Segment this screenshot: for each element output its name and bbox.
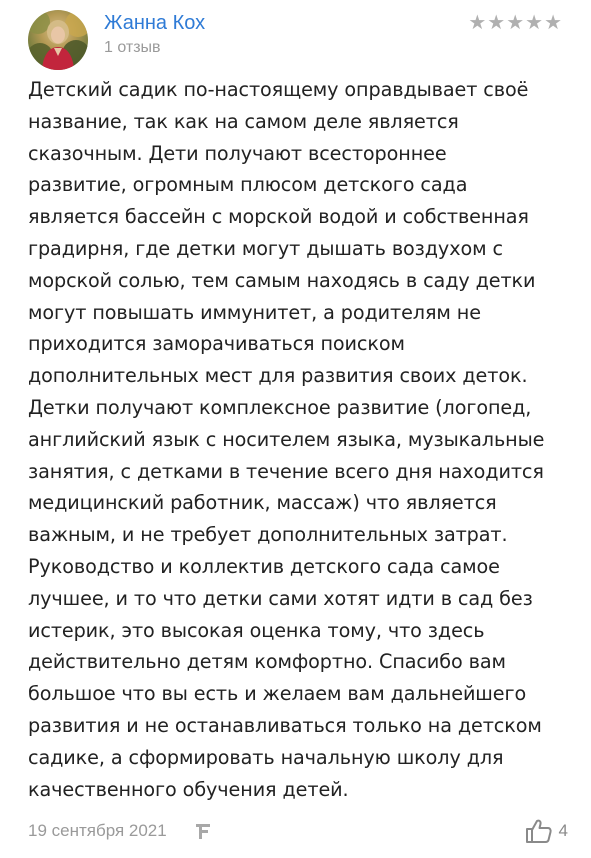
like-count: 4 <box>558 821 568 840</box>
star-icon: ★ <box>525 10 544 34</box>
review-footer <box>28 818 568 846</box>
source-logo-icon <box>194 821 212 841</box>
star-icon: ★ <box>487 10 506 34</box>
review-text: Детский садик по-настоящему оправдывает своё название, так как на самом деле является сказочным. Дети получают всестороннее развитие, огромным плюсом детского сада является бассейн с морской водой и собственная градирня, где детки могут дышать воздухом с морской солью, тем самым находясь в саду детки могут повышать иммунитет, а родителям не приходится заморачиваться поиском дополнительных мест для развития своих деток. Детки получают комплексное развитие (логопед, английский язык с носителем языка, музыкальные занятия, с детками в течение всего дня находится медицинский работник, массаж) что является важным, и не требует дополнительных затрат. Руководство и коллектив детского сада самое лучшее, и то что детки сами хотят идти в сад без истерик, это высокая оценка тому, что здесь действительно детям комфортно. Спасибо вам большое что вы есть и желаем вам дальнейшего развития и не останавливаться только на детском садике, а сформировать начальную школу для качественного обучения детей. <box>28 78 545 801</box>
author-name[interactable]: Жанна Кох <box>104 12 206 34</box>
avatar[interactable] <box>28 10 88 70</box>
author-reviews-count[interactable]: 1 отзыв <box>104 39 161 56</box>
star-icon: ★ <box>544 10 562 34</box>
review-header <box>28 10 568 70</box>
review-date: 19 сентября 2021 <box>28 821 167 840</box>
thumbs-up-icon <box>525 818 553 844</box>
rating-stars <box>468 10 562 34</box>
like-button[interactable] <box>525 818 568 844</box>
avatar-photo <box>28 10 88 70</box>
star-icon: ★ <box>468 10 487 34</box>
star-icon: ★ <box>506 10 525 34</box>
